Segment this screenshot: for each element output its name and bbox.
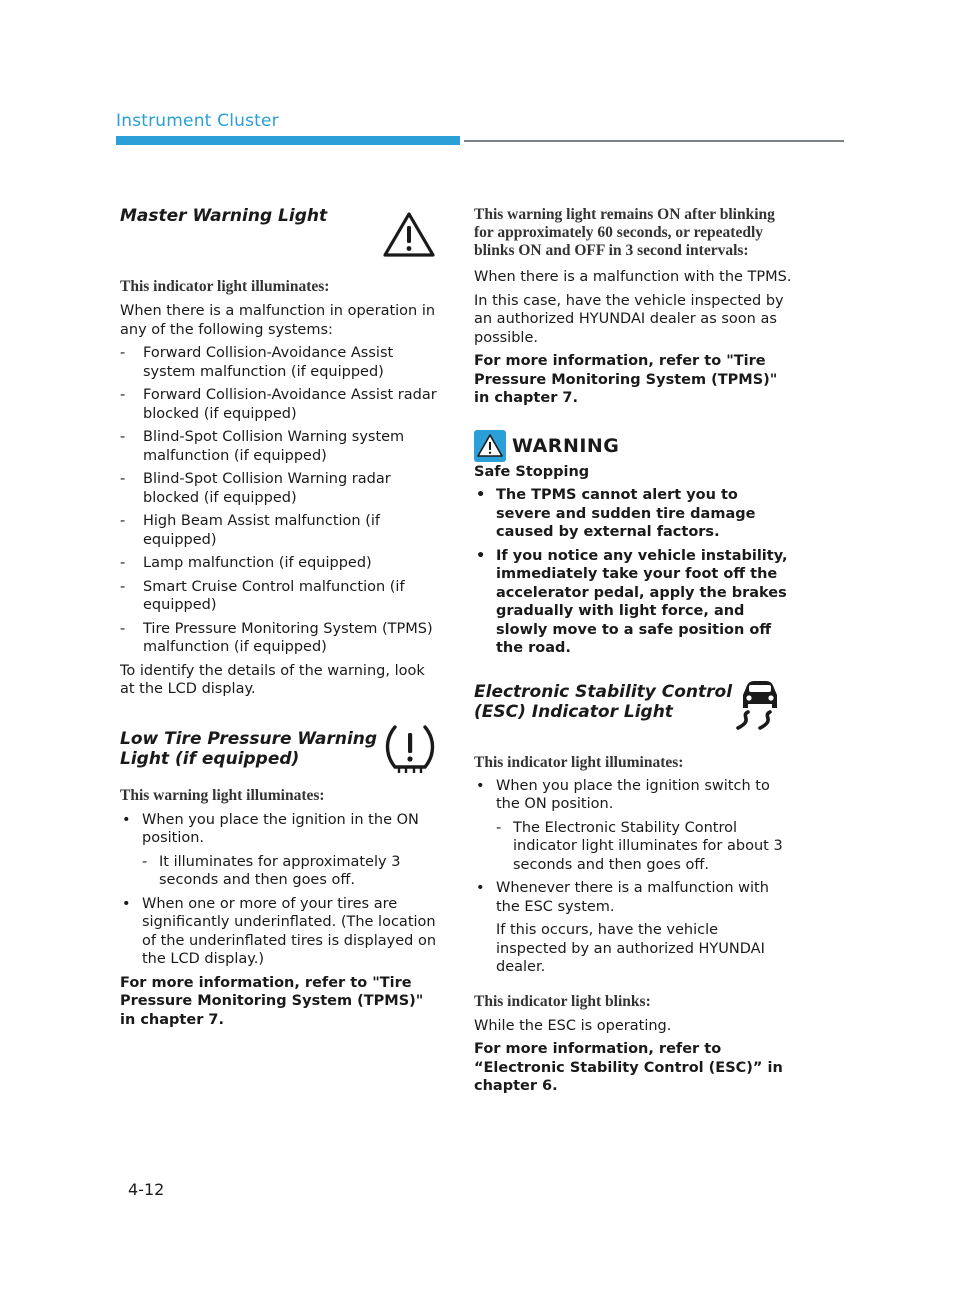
list-item: • The TPMS cannot alert you to severe and sudden tire damage caused by external factors. xyxy=(476,487,756,540)
low-tire-heading xyxy=(120,729,438,769)
esc-heading xyxy=(474,682,792,722)
warning-label: WARNING xyxy=(512,434,620,457)
esc-reference: For more information, refer to “Electronic Stability Control (ESC)” in chapter 6. xyxy=(474,1041,783,1094)
list-item: • When one or more of your tires are significantly underinflated. (The location of the underinflated tires is displayed on the LCD display.) xyxy=(122,895,437,967)
list-item: - Forward Collision-Avoidance Assist system malfunction (if equipped) xyxy=(120,345,394,380)
warning-box-header xyxy=(474,430,792,462)
esc-blink-text: While the ESC is operating. xyxy=(474,1017,672,1034)
header-gray-rule xyxy=(464,140,844,142)
tpms-blink-subhead: This warning light remains ON after blinking for approximately 60 seconds, or repeatedly blinks ON and OFF in 3 second intervals: xyxy=(474,206,775,259)
esc-title-line1: Electronic Stability Control xyxy=(474,681,733,702)
esc-blink-subhead: This indicator light blinks: xyxy=(474,992,651,1010)
list-item: - Tire Pressure Monitoring System (TPMS) malfunction (if equipped) xyxy=(120,620,433,655)
tpms-blink-p1: When there is a malfunction with the TPMS. xyxy=(474,269,792,285)
warning-triangle-icon xyxy=(382,210,436,258)
list-item: • Whenever there is a malfunction with the ESC system. xyxy=(476,880,769,915)
list-item: - Blind-Spot Collision Warning radar blocked (if equipped) xyxy=(120,471,391,506)
list-item: • If you notice any vehicle instability, immediately take your foot off the accelerator pedal, apply the brakes gradually with light force, and slowly move to a safe position off the road. xyxy=(476,547,788,656)
page-number: 4-12 xyxy=(128,1180,165,1199)
list-item: • When you place the ignition in the ON position. xyxy=(122,811,419,846)
warning-heading: Safe Stopping xyxy=(474,463,590,480)
esc-subhead: This indicator light illuminates: xyxy=(474,753,684,771)
tire-pressure-icon xyxy=(382,719,438,777)
list-item: - It illuminates for approximately 3 seconds and then goes off. xyxy=(142,853,401,888)
master-outro: To identify the details of the warning, look at the LCD display. xyxy=(120,662,425,697)
tpms-blink-p2: In this case, have the vehicle inspected by an authorized HYUNDAI dealer as soon as possible. xyxy=(474,292,784,346)
esc-skid-car-icon xyxy=(732,678,788,732)
master-subhead: This indicator light illuminates: xyxy=(120,278,330,295)
low-tire-reference: For more information, refer to "Tire Pressure Monitoring System (TPMS)" in chapter 7. xyxy=(120,974,424,1028)
left-column xyxy=(120,206,438,1029)
list-item: - High Beam Assist malfunction (if equipped) xyxy=(120,513,380,548)
tpms-blink-reference: For more information, refer to "Tire Pressure Monitoring System (TPMS)" in chapter 7. xyxy=(474,353,778,406)
list-item: - Lamp malfunction (if equipped) xyxy=(120,555,372,571)
master-warning-title: Master Warning Light xyxy=(120,206,328,226)
warning-triangle-icon xyxy=(474,430,506,462)
list-item: - The Electronic Stability Control indicator light illuminates for about 3 seconds and then goes off. xyxy=(496,819,783,873)
section-header-title: Instrument Cluster xyxy=(116,111,279,131)
low-tire-title-line2: Light (if equipped) xyxy=(120,748,300,769)
low-tire-title-line1: Low Tire Pressure Warning xyxy=(120,728,378,749)
list-item: • When you place the ignition switch to the ON position. xyxy=(476,777,770,812)
master-warning-heading xyxy=(120,206,438,226)
esc-title-line2: (ESC) Indicator Light xyxy=(474,701,673,722)
list-item: - Smart Cruise Control malfunction (if equipped) xyxy=(120,578,405,613)
low-tire-subhead: This warning light illuminates: xyxy=(120,786,325,804)
master-intro: When there is a malfunction in operation in any of the following systems: xyxy=(120,303,436,338)
right-column xyxy=(474,206,792,1096)
list-item: - Blind-Spot Collision Warning system malfunction (if equipped) xyxy=(120,429,405,464)
header-accent-rule xyxy=(116,136,460,145)
esc-bullet2-continued: If this occurs, have the vehicle inspected by an authorized HYUNDAI dealer. xyxy=(496,922,765,975)
list-item: - Forward Collision-Avoidance Assist radar blocked (if equipped) xyxy=(120,387,437,422)
